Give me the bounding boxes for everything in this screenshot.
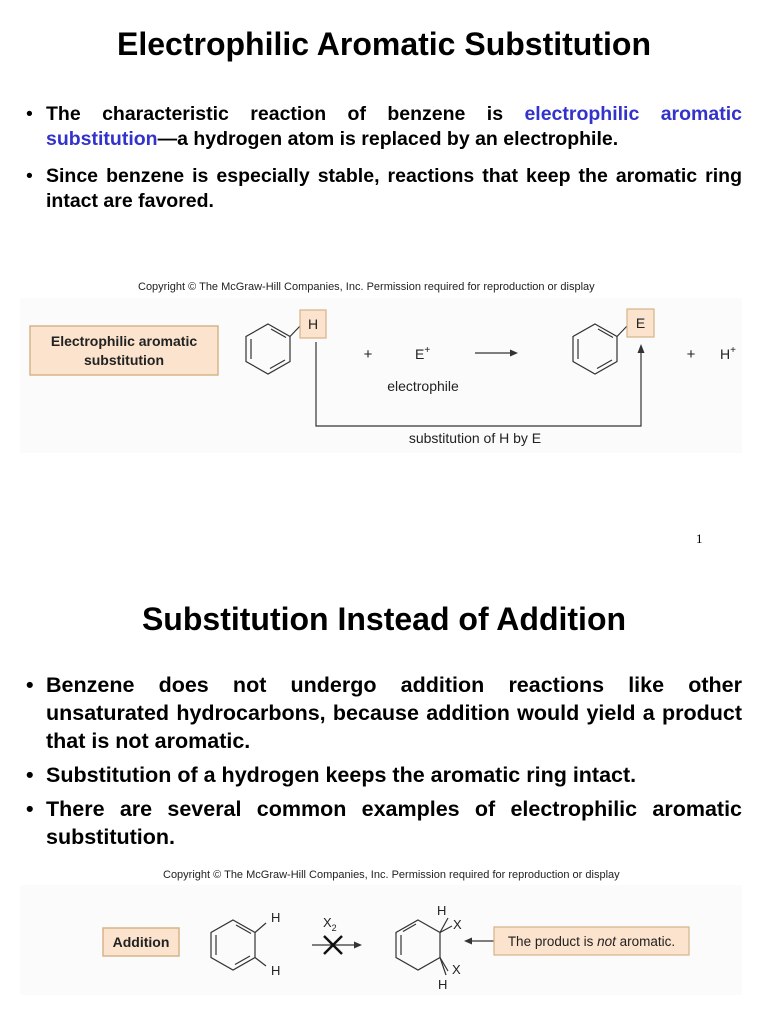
highlighted-term: electrophilic aromatic substitution xyxy=(46,103,742,150)
bullet-text: The characteristic reaction of benzene is xyxy=(46,103,525,125)
slide-title: Substitution Instead of Addition xyxy=(141,601,627,637)
bullet-item xyxy=(26,795,742,851)
bullet-list xyxy=(26,671,742,857)
bullet-text: Benzene does not undergo addition reactions like other unsaturated hydrocarbons, because addition would yield a product that is not aromatic. xyxy=(46,673,742,753)
slide-title: Electrophilic Aromatic Substitution xyxy=(117,26,651,62)
plus-sign: + xyxy=(686,346,696,363)
hydrogen-atom-label: H xyxy=(307,316,319,332)
reaction-diagram xyxy=(20,298,742,453)
product-x-top: X xyxy=(453,917,462,932)
hydrogen-top-label: H xyxy=(271,910,281,925)
plus-sign: + xyxy=(363,346,373,363)
substitution-caption: substitution of H by E xyxy=(408,430,542,446)
reaction-label-line2: substitution xyxy=(83,352,165,368)
product-x-bottom: X xyxy=(452,962,461,977)
product-hydrogen-top: H xyxy=(437,903,447,918)
bullet-item xyxy=(26,102,742,152)
copyright-notice: Copyright © The McGraw-Hill Companies, Inc. Permission required for reproduction or display xyxy=(138,281,595,293)
reaction-figure xyxy=(20,298,742,453)
electrophile-symbol: E+ xyxy=(415,345,431,362)
substituted-benzene-icon xyxy=(573,324,628,374)
reagent-label: $X_2$ xyxy=(323,915,337,933)
addition-label: Addition xyxy=(112,934,170,950)
bullet-item xyxy=(26,761,742,789)
proton-symbol: H+ xyxy=(720,345,736,362)
electrophile-atom-label: E xyxy=(635,315,646,331)
reaction-label-line1: Electrophilic aromatic xyxy=(50,333,198,349)
product-note: The product is not aromatic. xyxy=(507,934,676,949)
page-number: 1 xyxy=(696,531,703,546)
product-hydrogen-bottom: H xyxy=(438,977,448,992)
bullet-dot: • xyxy=(26,797,34,821)
benzene-ring-icon xyxy=(211,920,266,970)
slide-2 xyxy=(0,575,768,1024)
bullet-item xyxy=(26,671,742,755)
pointer-arrow-icon xyxy=(464,938,494,945)
reaction-arrow-icon xyxy=(475,350,518,357)
bullet-text: There are several common examples of electrophilic aromatic substitution. xyxy=(46,797,742,849)
electrophile-caption: electrophile xyxy=(387,378,459,394)
cyclohexadiene-ring-icon xyxy=(396,918,452,975)
bullet-item xyxy=(26,164,742,214)
copyright-notice: Copyright © The McGraw-Hill Companies, Inc. Permission required for reproduction or display xyxy=(163,869,620,881)
bullet-dot: • xyxy=(26,763,34,787)
bullet-text: —a hydrogen atom is replaced by an electrophile. xyxy=(157,128,619,150)
bullet-dot: • xyxy=(26,673,34,697)
hydrogen-bottom-label: H xyxy=(271,963,281,978)
bullet-dot: • xyxy=(26,103,33,125)
addition-diagram xyxy=(20,885,742,995)
bullet-list xyxy=(26,102,742,226)
benzene-ring-icon xyxy=(246,324,301,374)
blocked-reaction-arrow-icon xyxy=(312,936,362,954)
bullet-text: Since benzene is especially stable, reactions that keep the aromatic ring intact are favored. xyxy=(46,165,742,212)
bullet-text: Substitution of a hydrogen keeps the aromatic ring intact. xyxy=(46,763,637,787)
bullet-dot: • xyxy=(26,165,33,187)
addition-figure xyxy=(20,885,742,995)
